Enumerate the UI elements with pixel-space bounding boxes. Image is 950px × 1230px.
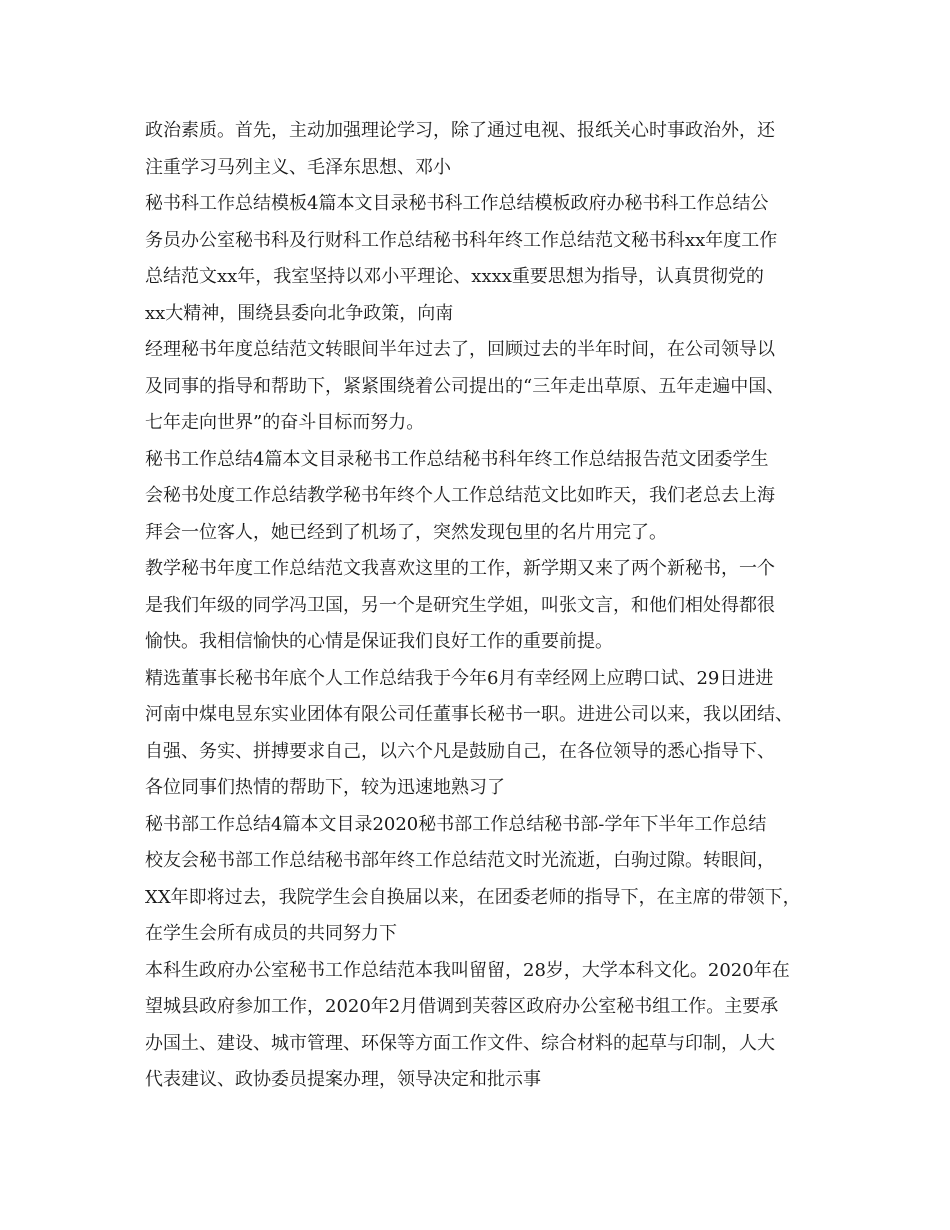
- text-line: 河南中煤电昱东实业团体有限公司任董事长秘书一职。进进公司以来，我以团结、: [145, 704, 793, 725]
- text-line: 秘书部工作总结4篇本文目录2020秘书部工作总结秘书部-学年下半年工作总结: [145, 813, 767, 835]
- text-line: 教学秘书年度工作总结范文我喜欢这里的工作，新学期又来了两个新秘书，一个: [145, 558, 775, 579]
- text-line: 经理秘书年度总结范文转眼间半年过去了，回顾过去的半年时间，在公司领导以: [145, 339, 775, 360]
- text-line: 在学生会所有成员的共同努力下: [145, 923, 397, 944]
- text-line: 七年走向世界”的奋斗目标而努力。: [145, 412, 425, 433]
- text-line: 秘书工作总结4篇本文目录秘书工作总结秘书科年终工作总结报告范文团委学生: [145, 448, 769, 470]
- text-line: 秘书科工作总结模板4篇本文目录秘书科工作总结模板政府办秘书科工作总结公: [145, 193, 769, 214]
- text-line: 总结范文xx年，我室坚持以邓小平理论、xxxx重要思想为指导，认真贯彻党的: [145, 266, 764, 287]
- text-line: 及同事的指导和帮助下，紧紧围绕着公司提出的“三年走出草原、五年走遍中国、: [145, 375, 785, 397]
- text-line: 校友会秘书部工作总结秘书部年终工作总结范文时光流逝，白驹过隙。转眼间，: [145, 850, 775, 871]
- text-line: xx大精神，围绕县委向北争政策，向南: [145, 302, 454, 324]
- text-line: 拜会一位客人，她已经到了机场了，突然发现包里的名片用完了。: [145, 521, 667, 543]
- text-line: 精选董事长秘书年底个人工作总结我于今年6月有幸经网上应聘口试、29日进进: [145, 667, 774, 689]
- text-line: 注重学习马列主义、毛泽东思想、邓小: [145, 156, 451, 178]
- text-line: 各位同事们热情的帮助下，较为迅速地熟习了: [145, 777, 505, 798]
- text-line: 政治素质。首先，主动加强理论学习，除了通过电视、报纸关心时事政治外，还: [145, 120, 775, 141]
- text-line: 代表建议、政协委员提案办理，领导决定和批示事: [145, 1069, 541, 1090]
- text-line: 自强、务实、拼搏要求自己，以六个凡是鼓励自己，在各位领导的悉心指导下、: [145, 740, 775, 762]
- text-line: 会秘书处度工作总结教学秘书年终个人工作总结范文比如昨天，我们老总去上海: [145, 485, 775, 506]
- text-line: XX年即将过去，我院学生会自换届以来，在团委老师的指导下，在主席的带领下，: [145, 886, 801, 908]
- text-line: 办国土、建设、城市管理、环保等方面工作文件、综合材料的起草与印制，人大: [145, 1032, 775, 1054]
- document-body: [145, 113, 810, 1099]
- text-line: 本科生政府办公室秘书工作总结范本我叫留留，28岁，大学本科文化。2020年在: [145, 959, 790, 981]
- text-line: 是我们年级的同学冯卫国，另一个是研究生学姐，叫张文言，和他们相处得都很: [145, 594, 775, 616]
- text-line: 望城县政府参加工作，2020年2月借调到芙蓉区政府办公室秘书组工作。主要承: [145, 996, 779, 1017]
- text-line: 务员办公室秘书科及行财科工作总结秘书科年终工作总结范文秘书科xx年度工作: [145, 229, 778, 251]
- text-line: 愉快。我相信愉快的心情是保证我们良好工作的重要前提。: [145, 631, 613, 652]
